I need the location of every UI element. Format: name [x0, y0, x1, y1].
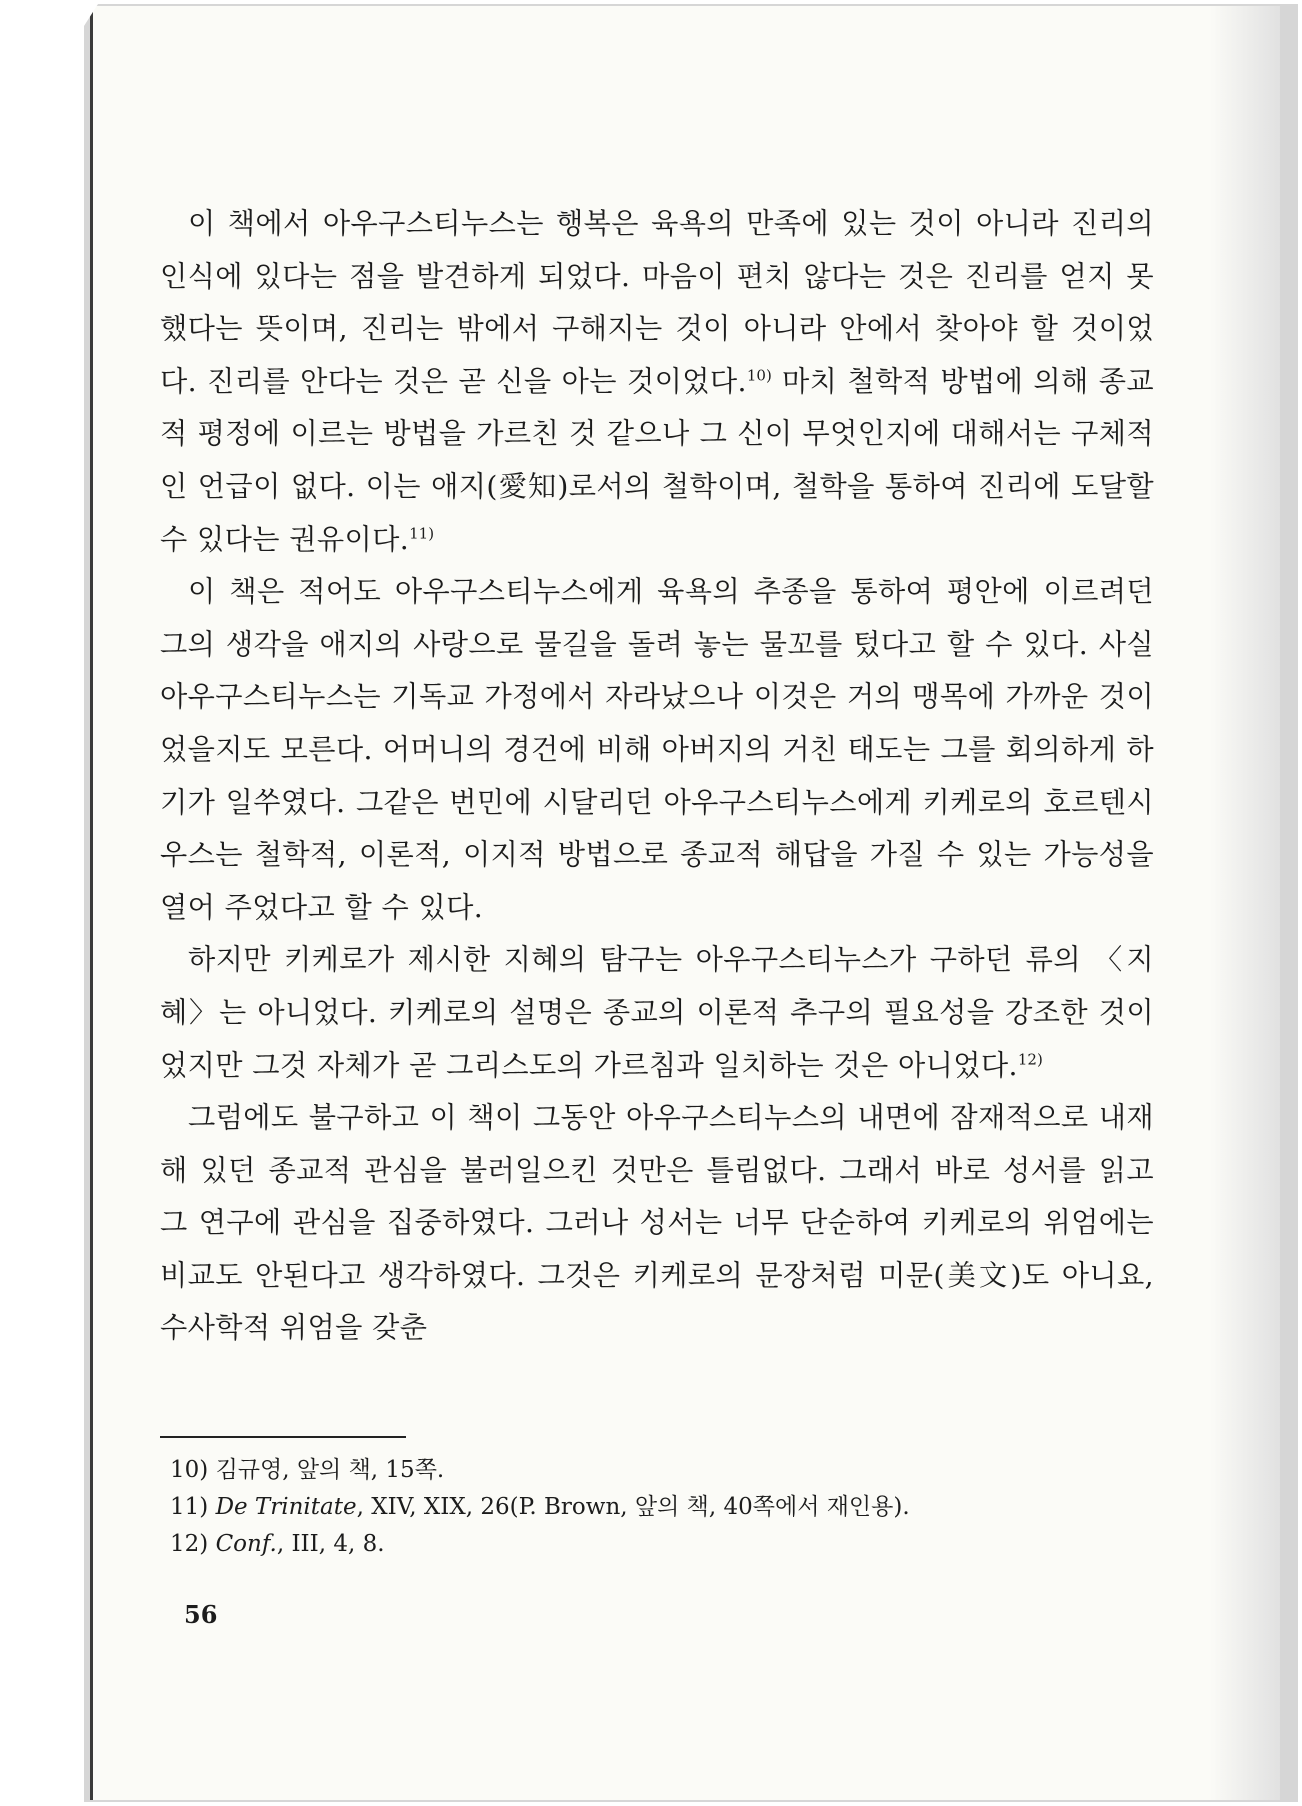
paragraph — [160, 1092, 1154, 1355]
footnote-rule — [160, 1436, 406, 1438]
page-edge-shade — [1210, 6, 1280, 1800]
paragraph — [160, 934, 1154, 1092]
paragraph-text: 이 책은 적어도 아우구스티누스에게 육욕의 추종을 통하여 평안에 이르려던 그의 생각을 애지의 사랑으로 물길을 돌려 놓는 물꼬를 텄다고 할 수 있다. 사실 아우구스티누스는 기독교 가정에서 자라났으나 이것은 거의 맹목에 가까운 것이었을지도 모른다. 어머니의 경건에 비해 아버지의 거친 태도는 그를 회의하게 하기가 일쑤였다. 그같은 번민에 시달리던 아우구스티누스에게 키케로의 호르텐시우스는 철학적, 이론적, 이지적 방법으로 종교적 해답을 가질 수 있는 가능성을 열어 주었다고 할 수 있다. — [160, 575, 1154, 924]
footnote-title: De Trinitate — [215, 1494, 357, 1520]
page-corner — [84, 4, 98, 26]
footnote-reference: 10) — [746, 366, 772, 385]
footnote-text: , XIV, XIX, 26(P. Brown, 앞의 책, 40쪽에서 재인용). — [356, 1494, 910, 1520]
paragraph — [160, 566, 1154, 934]
footnote-text: , III, 4, 8. — [276, 1531, 385, 1557]
paragraph-text: 마치 철학적 방법에 의해 종교적 평정에 이르는 방법을 가르친 것 같으나 그 신이 무엇인지에 대해서는 구체적인 언급이 없다. 이는 애지(愛知)로서의 철학이며, 철학을 통하여 진리에 도달할 수 있다는 권유이다. — [160, 364, 1154, 556]
footnote-reference: 11) — [409, 524, 435, 543]
footnote — [170, 1526, 1130, 1563]
footnote — [170, 1489, 1130, 1526]
paragraph — [160, 198, 1154, 566]
page-number: 56 — [184, 1600, 218, 1629]
footnote-text: 김규영, 앞의 책, 15쪽. — [215, 1457, 445, 1483]
footnotes — [170, 1452, 1130, 1563]
footnote-reference: 12) — [1017, 1050, 1043, 1069]
footnote-title: Conf. — [215, 1531, 277, 1557]
body-text — [160, 198, 1154, 1355]
paragraph-text: 그럼에도 불구하고 이 책이 그동안 아우구스티누스의 내면에 잠재적으로 내재해 있던 종교적 관심을 불러일으킨 것만은 틀림없다. 그래서 바로 성서를 읽고 그 연구에 관심을 집중하였다. 그러나 성서는 너무 단순하여 키케로의 위엄에는 비교도 안된다고 생각하였다. 그것은 키케로의 문장처럼 미문(美文)도 아니요, 수사학적 위엄을 갖춘 — [160, 1101, 1154, 1345]
footnote-number: 10) — [170, 1457, 209, 1483]
paragraph-text: 하지만 키케로가 제시한 지혜의 탐구는 아우구스티누스가 구하던 류의 〈지혜〉는 아니었다. 키케로의 설명은 종교의 이론적 추구의 필요성을 강조한 것이었지만 그것 자체가 곧 그리스도의 가르침과 일치하는 것은 아니었다. — [160, 943, 1154, 1082]
paragraph-text: 이 책에서 아우구스티누스는 행복은 육욕의 만족에 있는 것이 아니라 진리의 인식에 있다는 점을 발견하게 되었다. 마음이 편치 않다는 것은 진리를 얻지 못했다는 뜻이며, 진리는 밖에서 구해지는 것이 아니라 안에서 찾아야 할 것이었다. 진리를 안다는 것은 곧 신을 아는 것이었다. — [160, 207, 1154, 398]
footnote — [170, 1452, 1130, 1489]
footnote-number: 12) — [170, 1531, 209, 1557]
footnote-number: 11) — [170, 1494, 209, 1520]
